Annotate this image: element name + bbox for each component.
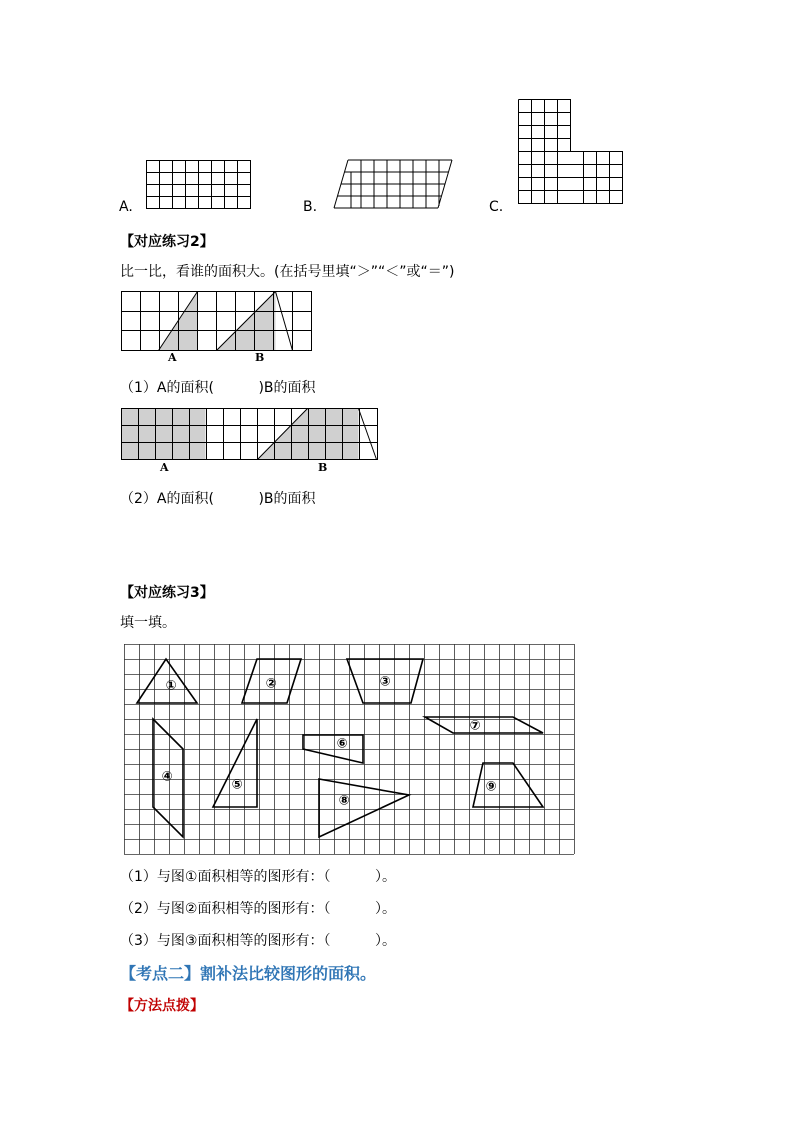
shapes-grid (123, 643, 579, 855)
l-shape-grid-c (518, 99, 624, 205)
exercise-3-heading: 【对应练习3】 (120, 585, 214, 601)
section-2-title: 【考点二】割补法比较图形的面积。 (120, 964, 377, 983)
shape-6-label: ⑥ (336, 736, 348, 752)
shape-8-triangle (319, 779, 409, 837)
exercise-2-instruction: 比一比，看谁的面积大。(在括号里填“＞”“＜”或“＝”) (120, 264, 455, 280)
shape-7-label: ⑦ (469, 718, 481, 734)
exercise-2-question-1: （1）A的面积( )B的面积 (120, 380, 316, 396)
shape-9-trapezoid (473, 763, 543, 807)
shape-1-label: ① (165, 678, 177, 694)
exercise-3-question-2: （2）与图②面积相等的图形有：（ ）。 (120, 901, 396, 917)
option-b-label: B. (303, 199, 318, 215)
compare-figure-2 (120, 407, 382, 463)
shape-5-triangle (213, 719, 257, 807)
shape-3-label: ③ (379, 674, 391, 690)
option-a-label: A. (119, 199, 133, 215)
exercise-3-question-3: （3）与图③面积相等的图形有：（ ）。 (120, 933, 396, 949)
shape-5-label: ⑤ (231, 777, 243, 793)
option-c-label: C. (489, 199, 504, 215)
shape-8-label: ⑧ (338, 793, 350, 809)
fig1-label-a: A (168, 351, 177, 364)
shape-4-label: ④ (161, 769, 173, 785)
compare-figure-1 (120, 290, 314, 352)
rectangle-grid-a (146, 160, 252, 210)
exercise-2-question-2: （2）A的面积( )B的面积 (120, 491, 316, 507)
method-heading: 【方法点拨】 (120, 998, 204, 1014)
exercise-3-question-1: （1）与图①面积相等的图形有：（ ）。 (120, 869, 396, 885)
fig1-label-b: B (255, 351, 265, 364)
shape-2-label: ② (265, 676, 277, 692)
parallelogram-grid-b (330, 158, 460, 212)
exercise-3-instruction: 填一填。 (120, 615, 176, 631)
shape-9-label: ⑨ (485, 779, 497, 795)
fig2-label-a: A (160, 461, 169, 474)
fig2-label-b: B (318, 461, 328, 474)
exercise-2-heading: 【对应练习2】 (120, 234, 214, 250)
shape-6-trapezoid (303, 735, 363, 763)
